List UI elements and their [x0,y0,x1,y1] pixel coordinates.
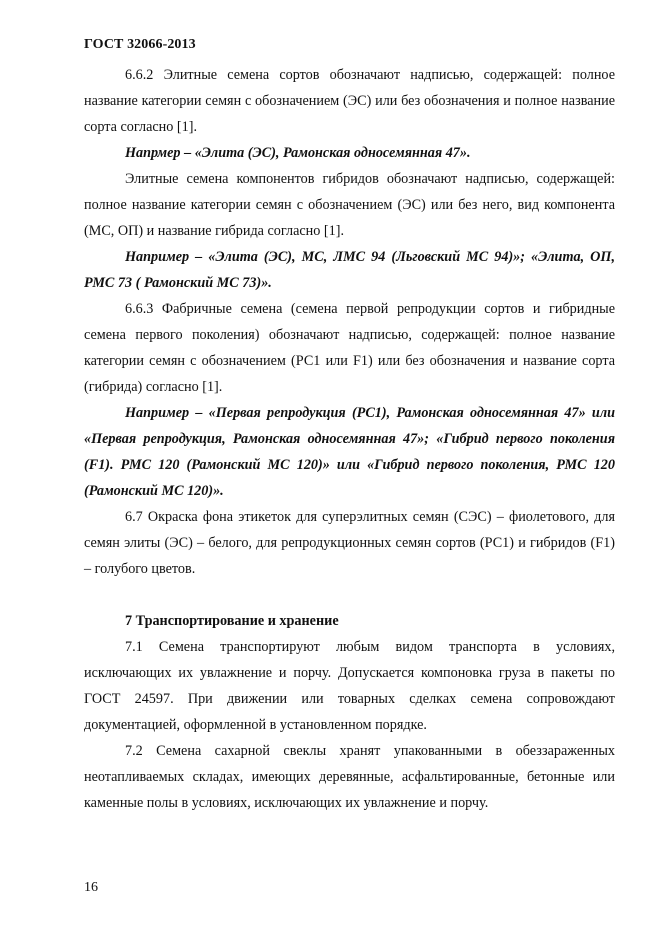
section-gap [84,582,615,608]
paragraph-7-1: 7.1 Семена транспортируют любым видом транспорта в условиях, исключающих их увлажнение и порчу. Допускается компоновка груза в пакеты по ГОСТ 24597. При движении или товарных сделках семена сопровождают документацией, оформленной в установленном порядке. [84,639,615,733]
example-2: Например – «Элита (ЭС), МС, ЛМС 94 (Льговский МС 94)»; «Элита, ОП, РМС 73 ( Рамонский МС 73)». [84,249,615,291]
paragraph-6-7: 6.7 Окраска фона этикеток для суперэлитных семян (СЭС) – фиолетового, для семян элиты (ЭС) – белого, для репродукционных семян сортов (РС1) и гибридов (F1) – голубого цветов. [84,509,615,577]
section-7-heading: 7 Транспортирование и хранение [125,613,339,629]
paragraph-6-6-3: 6.6.3 Фабричные семена (семена первой репродукции сортов и гибридные семена первого поколения) обозначают надписью, содержащей: полное название категории семян с обозначением (РС1 или F1) или без обозначения и название сорта (гибрида) согласно [1]. [84,301,615,395]
page-number: 16 [84,880,98,895]
example-3: Например – «Первая репродукция (РС1), Рамонская односемянная 47» или «Первая репродукция, Рамонская односемянная 47»; «Гибрид первого поколения (F1). РМС 120 (Рамонский МС 120)» или «Гибрид первого поколения, РМС 120 (Рамонский МС 120)». [84,405,615,499]
paragraph-7-2: 7.2 Семена сахарной свеклы хранят упакованными в обеззараженных неотапливаемых складах, имеющих деревянные, асфальтированные, бетонные или каменные полы в условиях, исключающих их увлажнение и порчу. [84,743,615,811]
paragraph-hybrid-components: Элитные семена компонентов гибридов обозначают надписью, содержащей: полное название категории семян с обозначением (ЭС) или без него, вид компонента (МС, ОП) и название гибрида согласно [1]. [84,171,615,239]
paragraph-6-6-2: 6.6.2 Элитные семена сортов обозначают надписью, содержащей: полное название категории семян с обозначением (ЭС) или без обозначения и полное название сорта согласно [1]. [84,67,615,135]
example-1: Напрмер – «Элита (ЭС), Рамонская односемянная 47». [125,145,471,161]
document-body [84,62,615,816]
document-code-header: ГОСТ 32066-2013 [84,37,196,52]
